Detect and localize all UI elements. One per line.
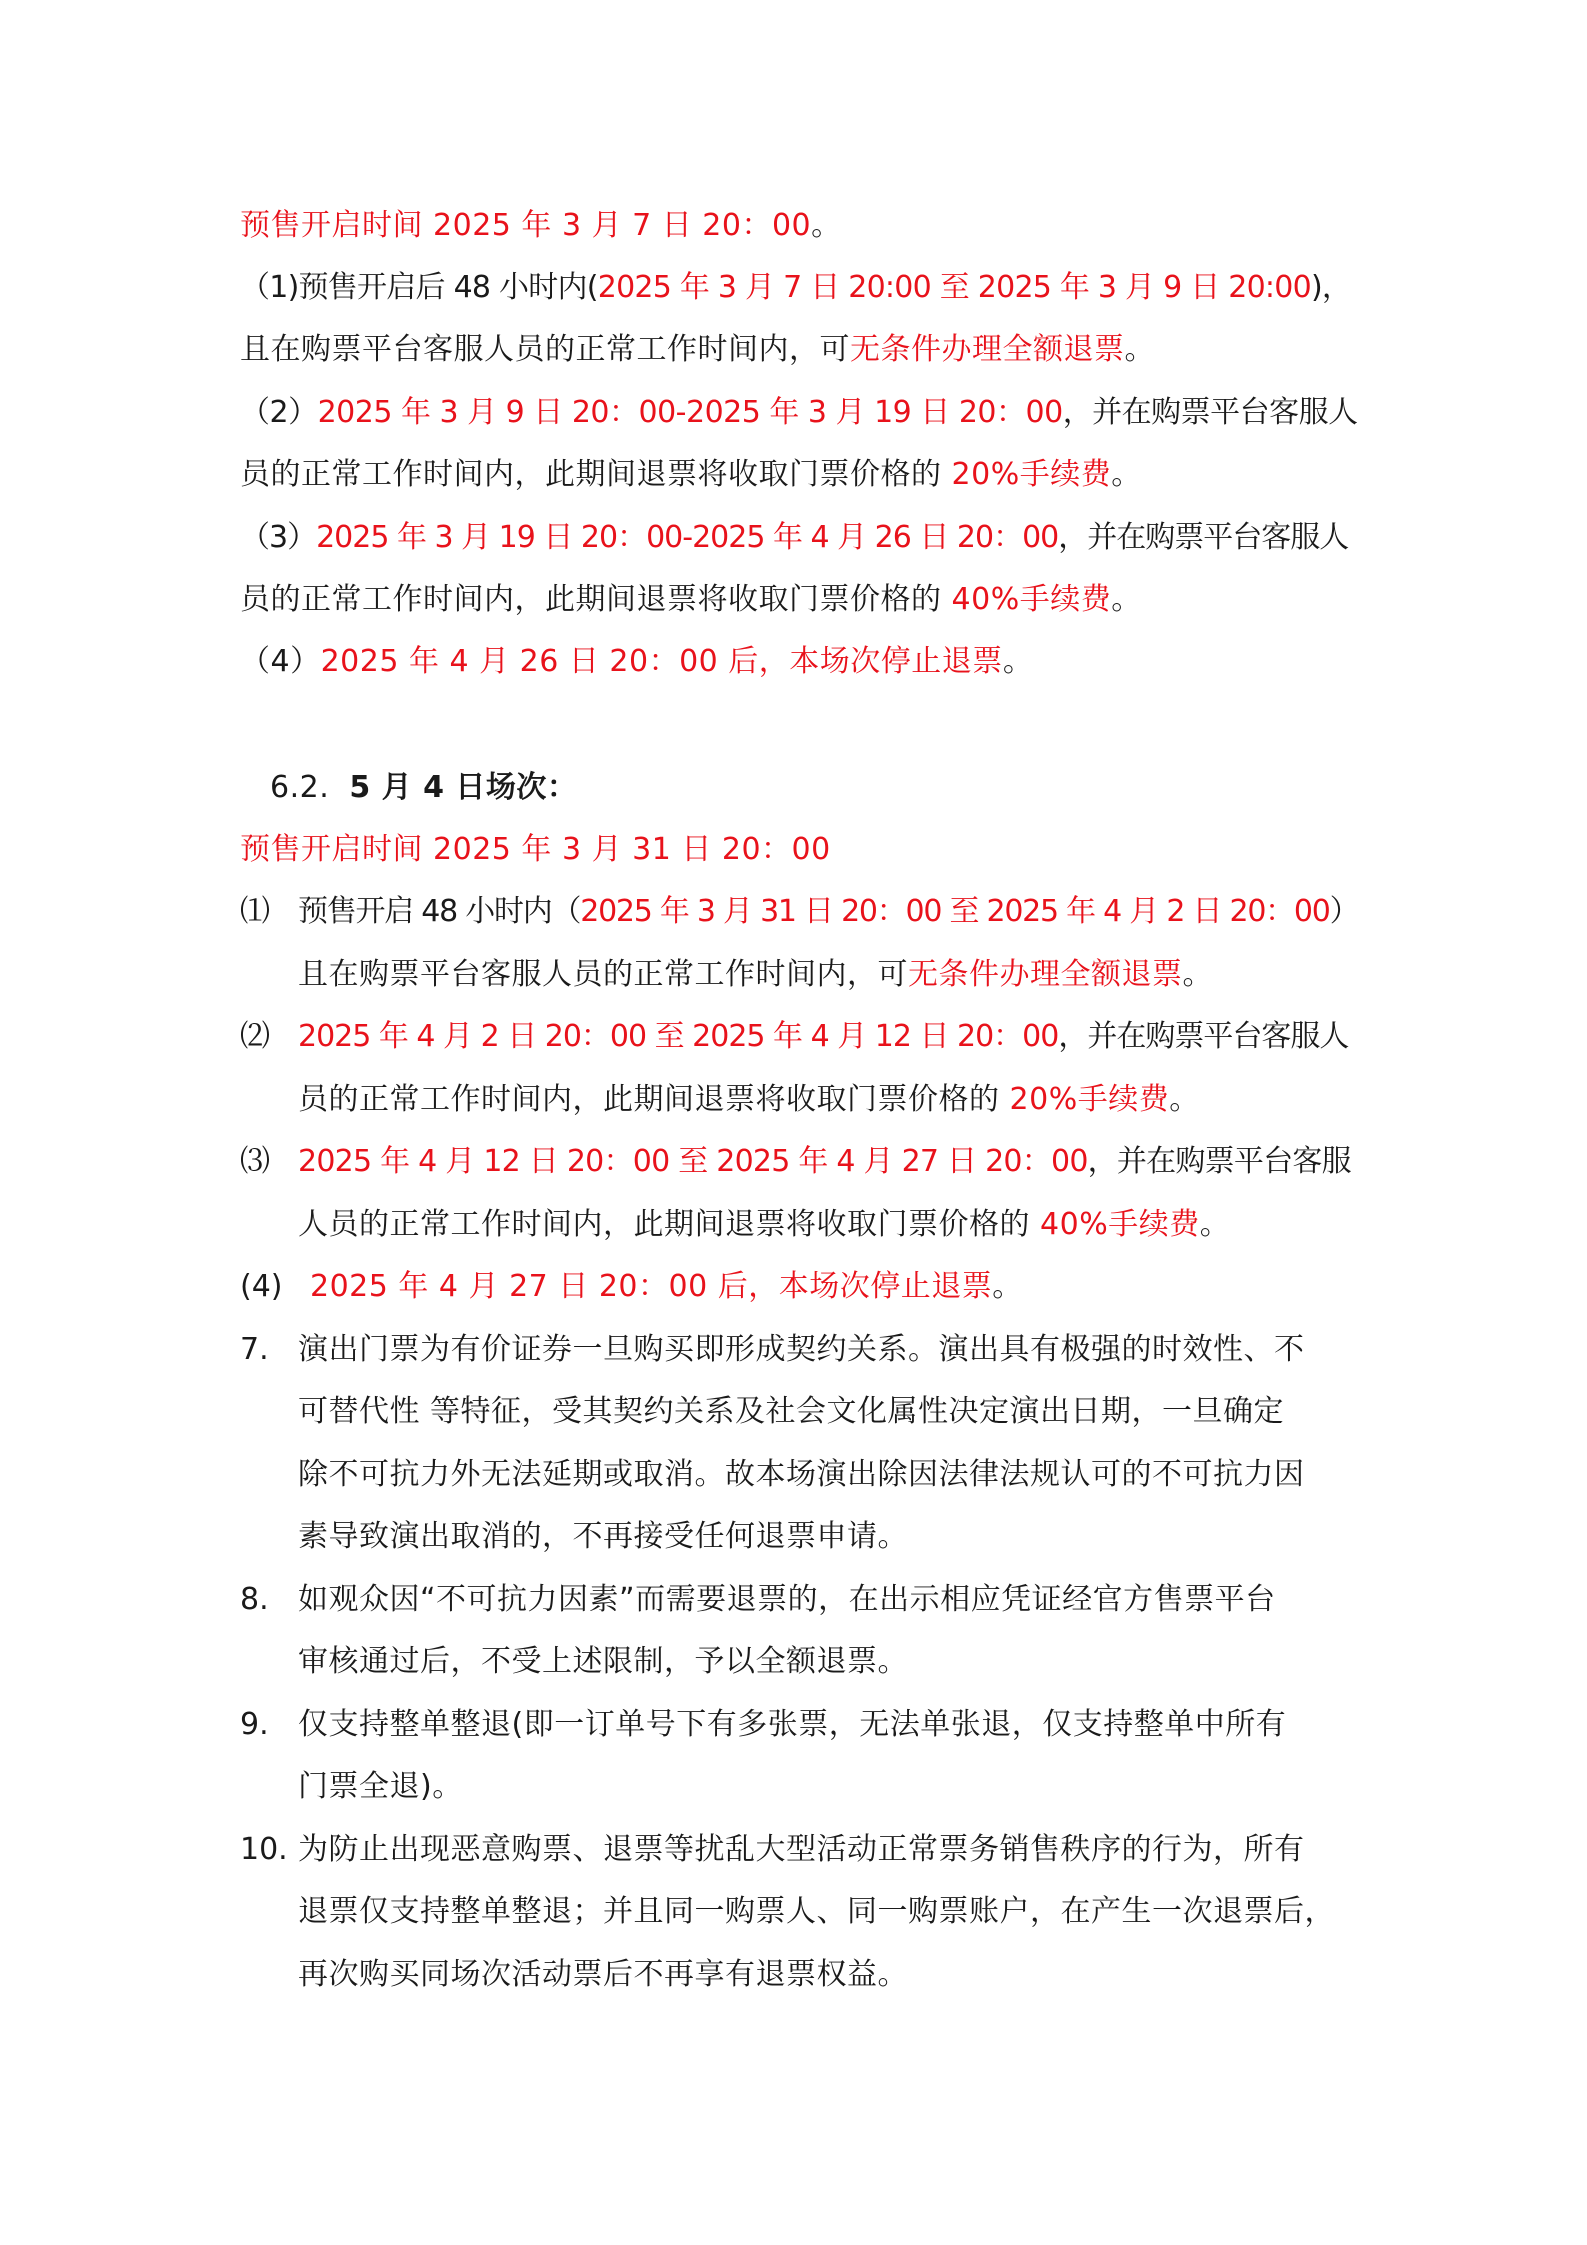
rule-1-1-line2: 且在购票平台客服人员的正常工作时间内，可无条件办理全额退票。	[240, 332, 1155, 367]
rule-1-3-line2: 员的正常工作时间内，此期间退票将收取门票价格的 40%手续费。	[240, 582, 1142, 617]
item-7-line-3: 除不可抗力外无法延期或取消。故本场演出除因法律法规认可的不可抗力因	[298, 1457, 1305, 1492]
rule-2-4: 2025 年 4 月 27 日 20：00 后，本场次停止退票。	[310, 1269, 1023, 1304]
rule-2-1-label: ⑴	[240, 894, 270, 929]
item-10-number: 10.	[240, 1832, 288, 1867]
rule-2-3: 2025 年 4 月 12 日 20：00 至 2025 年 4 月 27 日 20：00，并在购票平台客服	[298, 1144, 1351, 1179]
presale-time-2: 预售开启时间 2025 年 3 月 31 日 20：00	[240, 832, 831, 867]
item-7-number: 7.	[240, 1332, 269, 1367]
item-8-line-1: 如观众因“不可抗力因素”而需要退票的，在出示相应凭证经官方售票平台	[298, 1582, 1276, 1617]
item-9-line-2: 门票全退)。	[298, 1769, 463, 1804]
rule-1-2-line2: 员的正常工作时间内，此期间退票将收取门票价格的 20%手续费。	[240, 457, 1142, 492]
section-6-2-heading: 6.2. 5 月 4 日场次：	[270, 770, 578, 805]
rule-1-4: （4）2025 年 4 月 26 日 20：00 后，本场次停止退票。	[240, 644, 1034, 679]
rule-1-3: （3）2025 年 3 月 19 日 20：00-2025 年 4 月 26 日 20：00，并在购票平台客服人	[240, 520, 1349, 555]
item-7-line-1: 演出门票为有价证券一旦购买即形成契约关系。演出具有极强的时效性、不	[298, 1332, 1305, 1367]
item-9-line-1: 仅支持整单整退(即一订单号下有多张票，无法单张退，仅支持整单中所有	[298, 1707, 1287, 1742]
rule-2-1: 预售开启 48 小时内（2025 年 3 月 31 日 20：00 至 2025 年 4 月 2 日 20：00）	[298, 894, 1359, 929]
presale-time-1: 预售开启时间 2025 年 3 月 7 日 20：00。	[240, 208, 842, 243]
rule-2-3-line2: 人员的正常工作时间内，此期间退票将收取门票价格的 40%手续费。	[298, 1207, 1231, 1242]
item-10-line-2: 退票仅支持整单整退；并且同一购票人、同一购票账户，在产生一次退票后，	[298, 1894, 1335, 1929]
item-8-number: 8.	[240, 1582, 269, 1617]
rule-2-3-label: ⑶	[240, 1144, 270, 1179]
rule-2-2-line2: 员的正常工作时间内，此期间退票将收取门票价格的 20%手续费。	[298, 1082, 1200, 1117]
rule-1-2: （2）2025 年 3 月 9 日 20：00-2025 年 3 月 19 日 20：00，并在购票平台客服人	[240, 395, 1358, 430]
rule-2-2: 2025 年 4 月 2 日 20：00 至 2025 年 4 月 12 日 20：00，并在购票平台客服人	[298, 1019, 1349, 1054]
item-9-number: 9.	[240, 1707, 269, 1742]
item-7-line-2: 可替代性 等特征，受其契约关系及社会文化属性决定演出日期，一旦确定	[298, 1394, 1285, 1429]
rule-2-4-label: (4)	[240, 1269, 283, 1304]
item-10-line-3: 再次购买同场次活动票后不再享有退票权益。	[298, 1957, 908, 1992]
item-7-line-4: 素导致演出取消的，不再接受任何退票申请。	[298, 1519, 908, 1554]
item-8-line-2: 审核通过后，不受上述限制，予以全额退票。	[298, 1644, 908, 1679]
rule-2-2-label: ⑵	[240, 1019, 270, 1054]
rule-2-1-line2: 且在购票平台客服人员的正常工作时间内，可无条件办理全额退票。	[298, 957, 1213, 992]
rule-1-1: （1)预售开启后 48 小时内(2025 年 3 月 7 日 20:00 至 2025 年 3 月 9 日 20:00)，	[240, 270, 1352, 305]
item-10-line-1: 为防止出现恶意购票、退票等扰乱大型活动正常票务销售秩序的行为，所有	[298, 1832, 1305, 1867]
